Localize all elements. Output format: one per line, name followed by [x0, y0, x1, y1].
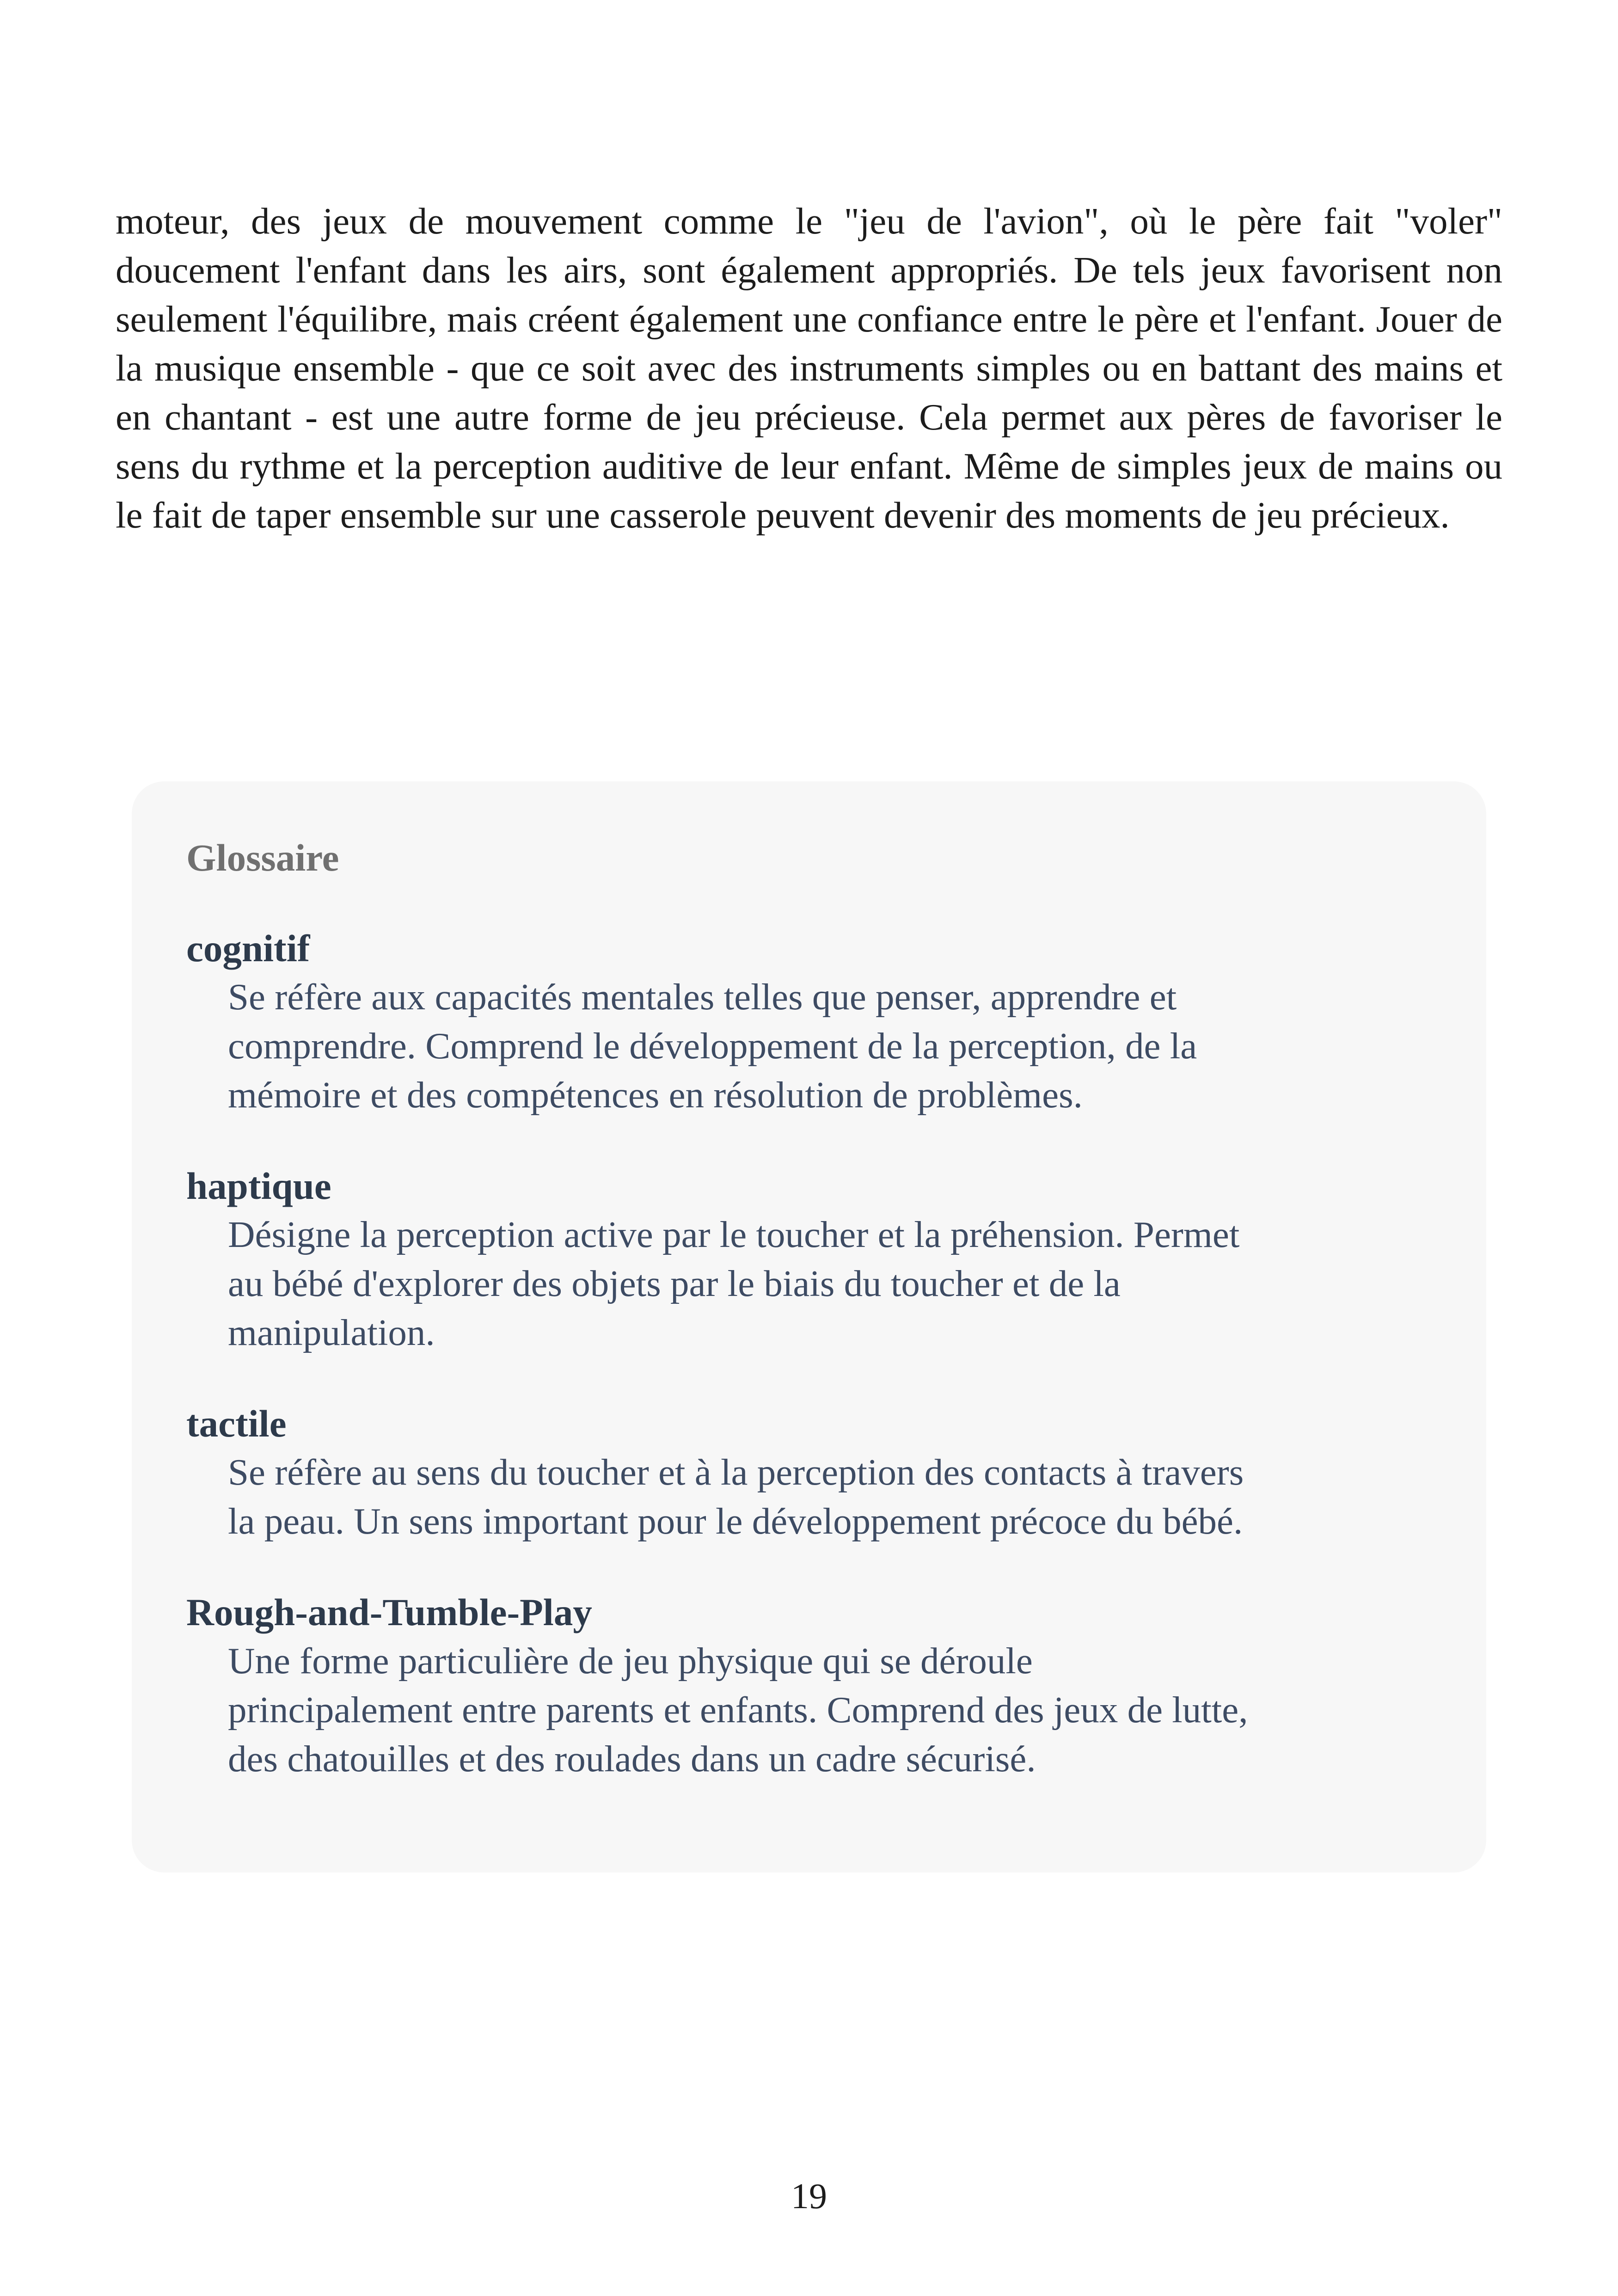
glossary-definition: Se réfère au sens du toucher et à la perception des contacts à travers la peau. Un sens important pour le développement précoce du bébé.	[228, 1451, 1244, 1542]
glossary-title: Glossaire	[186, 836, 339, 879]
glossary-entry-rough-and-tumble-play	[186, 1589, 1486, 1783]
body-paragraph: moteur, des jeux de mouvement comme le "jeu de l'avion", où le père fait "voler" doucement l'enfant dans les airs, sont également appropriés. De tels jeux favorisent non seulement l'équilibre, mais créent également une confiance entre le père et l'enfant. Jouer de la musique ensemble - que ce soit avec des instruments simples ou en battant des mains et en chantant - est une autre forme de jeu précieuse. Cela permet aux pères de favoriser le sens du rythme et la perception auditive de leur enfant. Même de simples jeux de mains ou le fait de taper ensemble sur une casserole peuvent devenir des moments de jeu précieux.	[116, 200, 1502, 536]
glossary-definition: Désigne la perception active par le toucher et la préhension. Permet au bébé d'explorer des objets par le biais du toucher et de la manipulation.	[228, 1214, 1240, 1353]
glossary-definition: Se réfère aux capacités mentales telles que penser, apprendre et comprendre. Comprend le développement de la perception, de la mémoire et des compétences en résolution de problèmes.	[228, 976, 1197, 1116]
glossary-entry-cognitif	[186, 925, 1486, 1119]
glossary-box	[132, 781, 1486, 1872]
glossary-term: tactile	[186, 1402, 287, 1445]
page-number: 19	[791, 2176, 827, 2216]
glossary-term: Rough-and-Tumble-Play	[186, 1591, 592, 1633]
glossary-definition: Une forme particulière de jeu physique qui se déroule principalement entre parents et enfants. Comprend des jeux de lutte, des chatouilles et des roulades dans un cadre sécurisé.	[228, 1640, 1248, 1780]
glossary-term: haptique	[186, 1165, 331, 1207]
glossary-entry-tactile	[186, 1400, 1486, 1546]
glossary-entry-haptique	[186, 1163, 1486, 1357]
glossary-term: cognitif	[186, 927, 310, 970]
